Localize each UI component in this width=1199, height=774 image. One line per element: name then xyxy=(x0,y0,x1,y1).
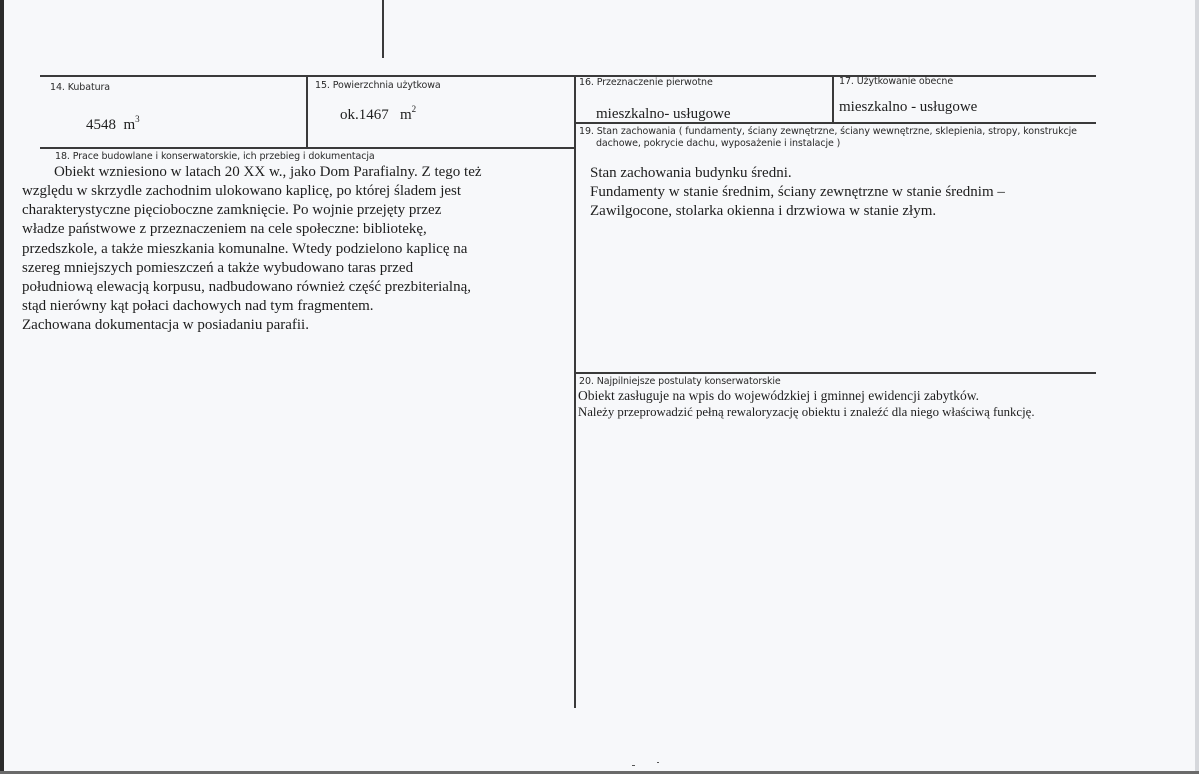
field-17-label: 17. Użytkowanie obecne xyxy=(839,76,954,87)
field-14-label: 14. Kubatura xyxy=(50,82,111,93)
scan-edge-left xyxy=(0,0,4,774)
main-column-divider xyxy=(574,75,576,708)
field-20-text xyxy=(578,387,1035,421)
field-18-line: względu w skrzydle zachodnim ulokowano kaplicę, po której śladem jest xyxy=(22,183,462,199)
field-18-label: 18. Prace budowlane i konserwatorskie, ich przebieg i dokumentacja xyxy=(55,151,375,162)
scan-speck xyxy=(632,765,635,766)
row-divider-19-20 xyxy=(575,372,1096,374)
divider-14-15 xyxy=(306,76,308,148)
field-16-value: mieszkalno- usługowe xyxy=(596,106,731,122)
scan-speck xyxy=(657,762,659,763)
field-18-line: stąd nierówny kąt połaci dachowych nad tym fragmentem. xyxy=(22,298,374,315)
field-18-text-body xyxy=(22,182,471,336)
field-18-text xyxy=(54,163,482,182)
field-18-line: władze państwowe z przeznaczeniem na cele społeczne: bibliotekę, xyxy=(22,221,427,238)
field-18-line: południową elewacją korpusu, nadbudowano również część prezbiterialną, xyxy=(22,279,471,296)
field-16-label: 16. Przeznaczenie pierwotne xyxy=(579,77,713,88)
field-15-value xyxy=(340,104,416,124)
field-17-value: mieszkalno - usługowe xyxy=(839,99,978,115)
top-divider-line xyxy=(382,0,384,58)
field-15-number: ok.1467 xyxy=(340,107,389,123)
field-14-value xyxy=(86,114,140,134)
field-18-line: charakterystyczne pięcioboczne zamknięcie. Po wojnie przejęty przez xyxy=(22,202,442,219)
divider-16-17 xyxy=(832,76,834,124)
field-19-label-line2: dachowe, pokrycie dachu, wyposażenie i instalacje ) xyxy=(596,138,841,149)
field-14-number: 4548 xyxy=(86,117,116,133)
field-20-line: Należy przeprowadzić pełną rewaloryzację obiektu i znaleźć dla niego właściwą funkcję. xyxy=(578,405,1035,419)
field-19-line: Stan zachowania budynku średni. xyxy=(590,165,792,181)
field-20-line: Obiekt zasługuje na wpis do wojewódzkiej i gminnej ewidencji zabytków. xyxy=(578,388,980,403)
field-19-label-line1: 19. Stan zachowania ( fundamenty, ściany zewnętrzne, ściany wewnętrzne, sklepienia, stropy, konstrukcje xyxy=(579,126,1077,137)
field-18-line: Obiekt wzniesiono w latach 20 XX w., jako Dom Parafialny. Z tego też xyxy=(54,164,482,180)
field-18-line: Zachowana dokumentacja w posiadaniu parafii. xyxy=(22,317,309,334)
field-15-unit-exponent: 2 xyxy=(411,104,417,114)
field-19-text xyxy=(590,164,1005,222)
field-19-line: Fundamenty w stanie średnim, ściany zewnętrzne w stanie średnim – xyxy=(590,184,1005,201)
field-15-label: 15. Powierzchnia użytkowa xyxy=(315,80,441,91)
field-18-line: przedszkole, a także mieszkania komunalne. Wtedy podzielono kaplicę na xyxy=(22,240,468,257)
field-15-unit: m xyxy=(400,107,412,123)
field-14-unit: m xyxy=(123,117,136,133)
scan-edge-right xyxy=(1195,0,1199,774)
field-18-line: szereg mniejszych pomieszczeń a także wybudowano taras przed xyxy=(22,259,414,276)
field-20-label: 20. Najpilniejsze postulaty konserwatorskie xyxy=(579,376,781,387)
field-19-line: Zawilgocone, stolarka okienna i drzwiowa w stanie złym. xyxy=(590,203,937,220)
field-14-unit-exponent: 3 xyxy=(135,114,140,124)
row-divider-14-18 xyxy=(40,147,576,149)
